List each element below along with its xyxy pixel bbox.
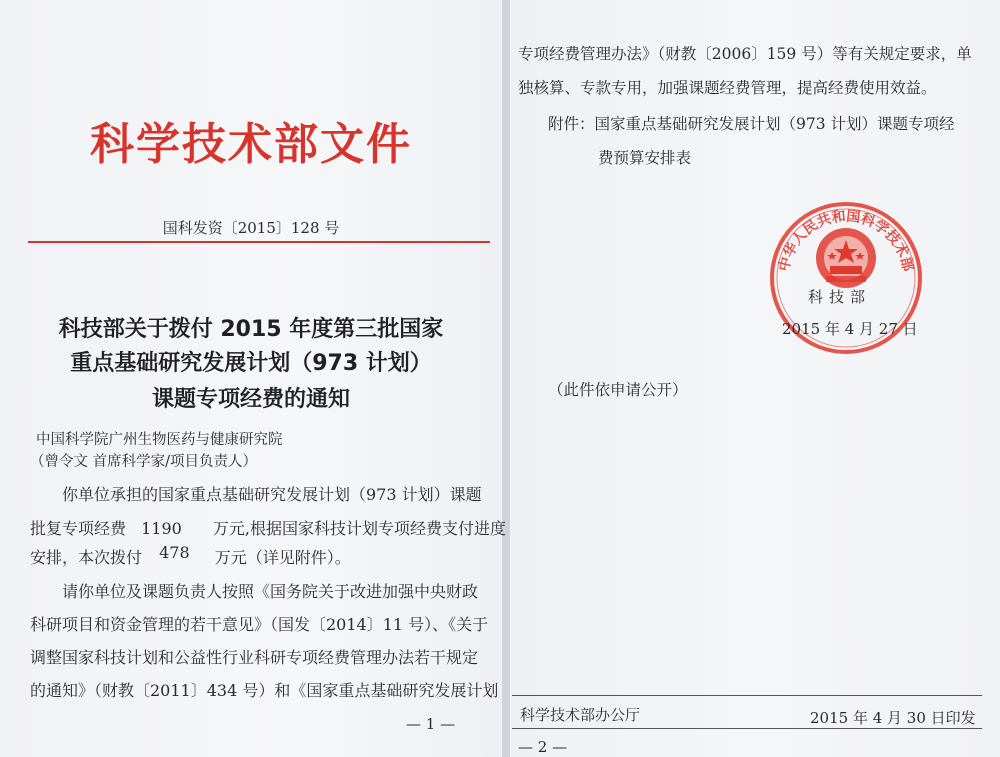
- recipient: 中国科学院广州生物医药与健康研究院: [36, 432, 283, 448]
- continuation-line1: 专项经费管理办法》（财教〔2006〕159 号）等有关规定要求，单: [518, 45, 972, 63]
- paragraph2-line2: 科研项目和资金管理的若干意见》（国发〔2014〕11 号）、《关于: [30, 615, 489, 634]
- document-number: 国科发资〔2015〕128 号: [162, 219, 340, 237]
- approved-suffix: 万元,根据国家科技计划专项经费支付进度: [212, 519, 507, 538]
- page-number-2: — 2 —: [518, 738, 568, 756]
- approved-label: 批复专项经费: [30, 519, 127, 538]
- disclosure-note: （此件依申请公开）: [548, 381, 688, 399]
- footer-rule-top: [512, 695, 982, 696]
- footer-rule-bottom: [512, 728, 982, 729]
- footer-print-date: 2015 年 4 月 30 日印发: [810, 709, 976, 727]
- red-divider: [28, 241, 490, 243]
- title-line-3: 课题专项经费的通知: [151, 387, 350, 412]
- paragraph1-line3: [30, 545, 351, 568]
- disbursed-label: 安排，本次拨付: [30, 548, 143, 567]
- recipient-note: （曾令文 首席科学家/项目负责人）: [30, 454, 257, 470]
- disbursed-suffix: 万元（详见附件）。: [214, 548, 351, 567]
- title-line-1: 科技部关于拨付 2015 年度第三批国家: [58, 317, 444, 342]
- attachment-line1: 附件：国家重点基础研究发展计划（973 计划）课题专项经: [548, 115, 955, 133]
- paragraph1-line1: 你单位承担的国家重点基础研究发展计划（973 计划）课题: [62, 485, 482, 504]
- paragraph1-line2: [30, 516, 506, 539]
- title-line-2: 重点基础研究发展计划（973 计划）: [70, 351, 432, 376]
- paragraph2-line1: 请你单位及课题负责人按照《国务院关于改进加强中央财政: [62, 582, 479, 601]
- page-number-1: — 1 —: [406, 715, 456, 733]
- attachment-line2: 费预算安排表: [598, 149, 692, 167]
- signature-date: 2015 年 4 月 27 日: [782, 320, 918, 338]
- paragraph2-line3: 调整国家科技计划和公益性行业科研专项经费管理办法若干规定: [30, 648, 479, 667]
- disbursed-amount: 478: [159, 543, 190, 562]
- signature-org: 科技部: [808, 288, 872, 306]
- document-header: 科学技术部文件: [90, 119, 412, 170]
- seal-ring-text: 中华人民共和国科学技术部: [776, 208, 916, 273]
- approved-amount: 1190: [141, 519, 182, 538]
- continuation-line2: 独核算、专款专用，加强课题经费管理，提高经费使用效益。: [518, 79, 937, 97]
- paragraph2-line4: 的通知》（财教〔2011〕434 号）和《国家重点基础研究发展计划: [30, 681, 499, 700]
- footer-issuer: 科学技术部办公厅: [520, 706, 641, 724]
